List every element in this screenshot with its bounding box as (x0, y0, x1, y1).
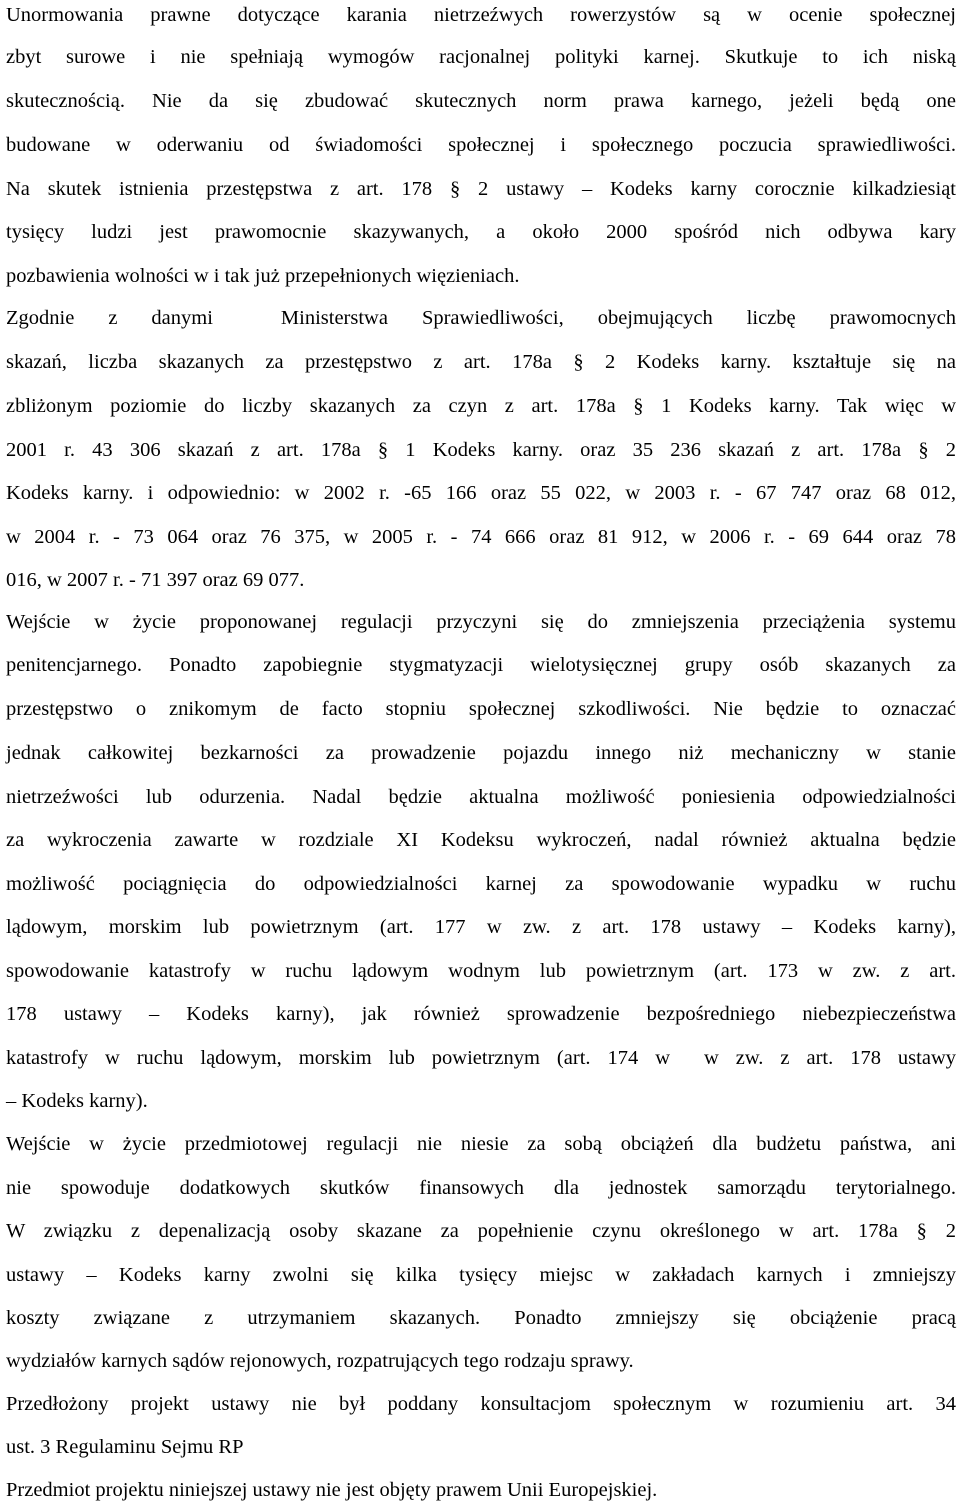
text-line: spowodowanie katastrofy w ruchu lądowym wodnym lub powietrznym (art. 173 w zw. z art. (6, 960, 956, 982)
text-line: lądowym, morskim lub powietrznym (art. 177 w zw. z art. 178 ustawy – Kodeks karny), (6, 916, 956, 938)
text-line: tysięcy ludzi jest prawomocnie skazywanych, a około 2000 spośród nich odbywa kary (6, 221, 956, 243)
text-line: Wejście w życie proponowanej regulacji przyczyni się do zmniejszenia przeciążenia systemu (6, 611, 956, 633)
text-line: Zgodnie z danymi Ministerstwa Sprawiedliwości, obejmujących liczbę prawomocnych (6, 307, 956, 329)
text-line: Wejście w życie przedmiotowej regulacji nie niesie za sobą obciążeń dla budżetu państwa, ani (6, 1133, 956, 1155)
text-line: jednak całkowitej bezkarności za prowadzenie pojazdu innego niż mechaniczny w stanie (6, 742, 956, 764)
text-line: nietrzeźwości lub odurzenia. Nadal będzie aktualna możliwość poniesienia odpowiedzialności (6, 786, 956, 808)
text-line: 016, w 2007 r. - 71 397 oraz 69 077. (6, 569, 305, 591)
text-line: ust. 3 Regulaminu Sejmu RP (6, 1436, 244, 1458)
text-line: 2001 r. 43 306 skazań z art. 178a § 1 Kodeks karny. oraz 35 236 skazań z art. 178a § 2 (6, 439, 956, 461)
text-line: możliwość pociągnięcia do odpowiedzialności karnej za spowodowanie wypadku w ruchu (6, 873, 956, 895)
text-line: Przedłożony projekt ustawy nie był poddany konsultacjom społecznym w rozumieniu art. 34 (6, 1393, 956, 1415)
text-line: Na skutek istnienia przestępstwa z art. 178 § 2 ustawy – Kodeks karny corocznie kilkadziesiąt (6, 178, 956, 200)
text-line: pozbawienia wolności w i tak już przepełnionych więzieniach. (6, 265, 520, 287)
text-line: wydziałów karnych sądów rejonowych, rozpatrujących tego rodzaju sprawy. (6, 1350, 634, 1372)
text-line: przestępstwo o znikomym de facto stopniu społecznej szkodliwości. Nie będzie to oznaczać (6, 698, 956, 720)
text-line: ustawy – Kodeks karny zwolni się kilka tysięcy miejsc w zakładach karnych i zmniejszy (6, 1264, 956, 1286)
text-line: budowane w oderwaniu od świadomości społecznej i społecznego poczucia sprawiedliwości. (6, 134, 956, 156)
text-line: nie spowoduje dodatkowych skutków finansowych dla jednostek samorządu terytorialnego. (6, 1177, 956, 1199)
text-line: katastrofy w ruchu lądowym, morskim lub powietrznym (art. 174 w w zw. z art. 178 ustawy (6, 1047, 956, 1069)
text-line: zbliżonym poziomie do liczby skazanych za czyn z art. 178a § 1 Kodeks karny. Tak więc w (6, 395, 956, 417)
text-line: W związku z depenalizacją osoby skazane za popełnienie czynu określonego w art. 178a § 2 (6, 1220, 956, 1242)
text-line: Przedmiot projektu niniejszej ustawy nie jest objęty prawem Unii Europejskiej. (6, 1479, 658, 1501)
text-line: Kodeks karny. i odpowiednio: w 2002 r. -65 166 oraz 55 022, w 2003 r. - 67 747 oraz 68 012, (6, 482, 956, 504)
text-line: penitencjarnego. Ponadto zapobiegnie stygmatyzacji wielotysięcznej grupy osób skazanych za (6, 654, 956, 676)
text-line: za wykroczenia zawarte w rozdziale XI Kodeksu wykroczeń, nadal również aktualna będzie (6, 829, 956, 851)
text-line: Unormowania prawne dotyczące karania nietrzeźwych rowerzystów są w ocenie społecznej (6, 4, 956, 26)
text-line: skazań, liczba skazanych za przestępstwo z art. 178a § 2 Kodeks karny. kształtuje się na (6, 351, 956, 373)
text-line: koszty związane z utrzymaniem skazanych. Ponadto zmniejszy się obciążenie pracą (6, 1307, 956, 1329)
text-line: w 2004 r. - 73 064 oraz 76 375, w 2005 r. - 74 666 oraz 81 912, w 2006 r. - 69 644 oraz 78 (6, 526, 956, 548)
text-line: zbyt surowe i nie spełniają wymogów racjonalnej polityki karnej. Skutkuje to ich niską (6, 46, 956, 68)
text-line: 178 ustawy – Kodeks karny), jak również sprowadzenie bezpośredniego niebezpieczeństwa (6, 1003, 956, 1025)
text-line: – Kodeks karny). (6, 1090, 148, 1112)
text-line: skutecznością. Nie da się zbudować skutecznych norm prawa karnego, jeżeli będą one (6, 90, 956, 112)
